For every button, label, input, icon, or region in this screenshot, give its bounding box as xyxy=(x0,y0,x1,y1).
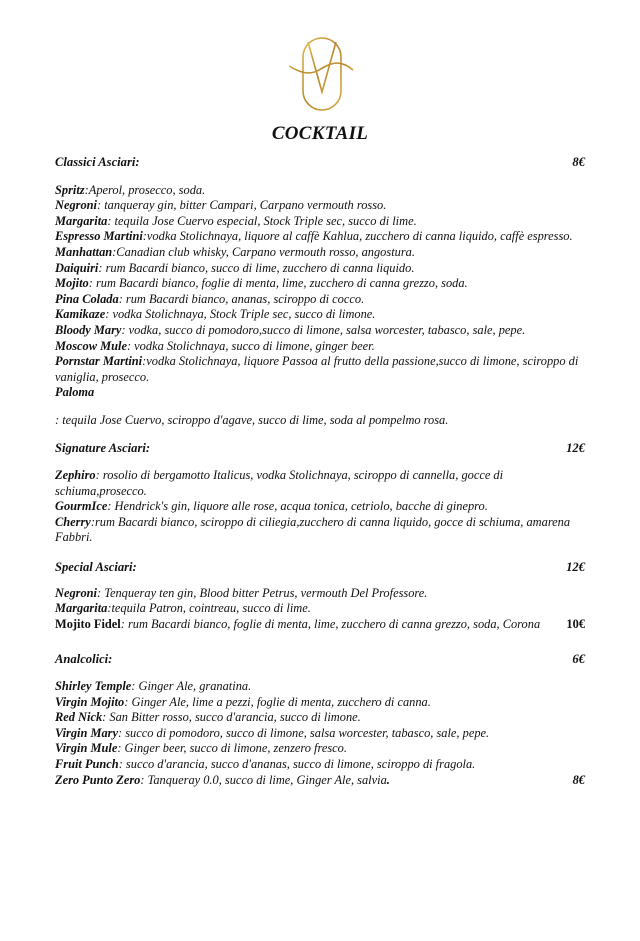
menu-item-description: : Tanqueray 0.0, succo di lime, Ginger Ale, salvia xyxy=(140,772,387,787)
menu-item-text xyxy=(55,586,427,600)
menu-item-name: Virgin Mojito xyxy=(55,694,125,709)
menu-item-description: :Aperol, prosecco, soda. xyxy=(84,182,206,197)
menu-item xyxy=(55,726,585,742)
menu-item-name: Negroni xyxy=(55,585,97,600)
menu-item xyxy=(55,245,585,261)
menu-item-name: Cherry xyxy=(55,514,91,529)
section-signature xyxy=(55,441,585,547)
menu-item-description: : vodka Stolichnaya, succo di limone, ginger beer. xyxy=(126,338,375,353)
menu-item-text xyxy=(55,292,364,306)
menu-item-text xyxy=(55,245,415,259)
menu-item xyxy=(55,468,585,499)
menu-item xyxy=(55,292,585,308)
menu-item-text xyxy=(55,276,468,290)
menu-item-text xyxy=(55,229,573,243)
section-price: 8€ xyxy=(572,155,585,169)
menu-item-name: Zephiro xyxy=(55,468,96,483)
section-price: 12€ xyxy=(566,560,585,575)
menu-item-text xyxy=(55,323,525,337)
menu-item-name: Virgin Mule xyxy=(55,741,118,756)
menu-item-name: Mojito xyxy=(55,276,89,291)
menu-item-text xyxy=(55,183,205,197)
menu-item-text xyxy=(55,726,489,740)
menu-item xyxy=(55,214,585,230)
menu-item xyxy=(55,601,585,617)
menu-item-text xyxy=(55,468,503,498)
menu-item xyxy=(55,354,585,385)
menu-item-name: GourmIce xyxy=(55,499,108,514)
section-heading: Signature Asciari: xyxy=(55,440,151,455)
menu-item-description: : vodka Stolichnaya, Stock Triple sec, succo di limone. xyxy=(105,307,376,322)
page-title: COCKTAIL xyxy=(271,123,369,144)
menu-item-description: : Hendrick's gin, liquore alle rose, acqua tonica, cetriolo, bacche di ginepro. xyxy=(107,499,488,514)
menu-item-name: Moscow Mule xyxy=(55,338,127,353)
menu-item-description: : Ginger beer, succo di limone, zenzero fresco. xyxy=(117,741,347,756)
menu-item xyxy=(55,499,585,515)
menu-item xyxy=(55,229,585,245)
menu-item xyxy=(55,276,585,292)
section-special xyxy=(55,560,585,632)
logo-icon xyxy=(289,36,355,112)
menu-item-description: :tequila Patron, cointreau, succo di lime. xyxy=(107,601,311,616)
menu-item-description: : rum Bacardi bianco, ananas, sciroppo di cocco. xyxy=(118,291,365,306)
menu-item-name: Shirley Temple xyxy=(55,679,132,694)
menu-item-description: : rosolio di bergamotto Italicus, vodka Stolichnaya, sciroppo di cannella, gocce di schiuma,prosecco. xyxy=(55,468,504,498)
menu-item-name: Bloody Mary xyxy=(55,322,122,337)
menu-item xyxy=(55,307,585,323)
menu-item xyxy=(55,586,585,602)
menu-item-name: Manhattan xyxy=(55,244,113,259)
menu-item xyxy=(55,741,585,757)
menu-item-description: : rum Bacardi bianco, succo di lime, zucchero di canna liquido. xyxy=(98,260,415,275)
menu-item xyxy=(55,757,585,773)
menu-item-description: :Canadian club whisky, Carpano vermouth rosso, angostura. xyxy=(112,244,415,259)
menu-item-description: : rum Bacardi bianco, foglie di menta, lime, zucchero di canna grezzo, soda. xyxy=(88,276,468,291)
menu-item-text xyxy=(55,385,94,399)
menu-item-text xyxy=(55,695,431,709)
menu-item-text xyxy=(55,617,540,633)
menu-item-name: Spritz xyxy=(55,182,85,197)
section-classici xyxy=(55,155,585,429)
menu-item-description: : San Bitter rosso, succo d'arancia, succo di limone. xyxy=(102,710,361,725)
menu-item-name: Virgin Mary xyxy=(55,725,119,740)
menu-item-name: Kamikaze xyxy=(55,307,106,322)
section-price: 12€ xyxy=(566,440,585,455)
menu-item xyxy=(55,339,585,355)
menu-item-text xyxy=(55,214,417,228)
menu-item-text xyxy=(55,499,488,513)
section-heading: Analcolici: xyxy=(55,652,113,667)
menu-item-description: : Ginger Ale, granatina. xyxy=(131,679,252,694)
menu-item-name: Negroni xyxy=(55,198,97,213)
menu-item-text xyxy=(55,757,475,771)
menu-item-description: : succo d'arancia, succo d'ananas, succo di limone, sciroppo di fragola. xyxy=(118,757,476,771)
menu-item-name: Margarita xyxy=(55,601,108,616)
menu-item-name: Espresso Martini xyxy=(55,229,143,244)
menu-item xyxy=(55,323,585,339)
menu-item xyxy=(55,773,585,789)
menu-item xyxy=(55,385,585,401)
menu-item-text xyxy=(55,339,375,353)
menu-item-text xyxy=(55,741,347,755)
menu-item-text xyxy=(55,773,390,789)
menu-item-text xyxy=(55,679,251,693)
menu-item-text xyxy=(55,601,311,615)
menu-item-end: . xyxy=(386,772,390,787)
menu-item-text xyxy=(55,307,375,321)
menu-item-description: :rum Bacardi bianco, sciroppo di ciliegia,zucchero di canna liquido, gocce di schiuma, amarena Fabbri. xyxy=(55,514,571,545)
menu-item-description: : Tenqueray ten gin, Blood bitter Petrus, vermouth Del Professore. xyxy=(97,585,428,600)
section-price: 6€ xyxy=(572,652,585,667)
section-heading: Classici Asciari: xyxy=(55,155,140,169)
menu-item-name: Zero Punto Zero xyxy=(55,772,141,787)
menu-item-description: : vodka, succo di pomodoro,succo di limone, salsa worcester, tabasco, sale, pepe. xyxy=(121,322,526,337)
menu-content xyxy=(0,146,640,828)
menu-item-description: : rum Bacardi bianco, foglie di menta, lime, zucchero di canna grezzo, soda, Corona xyxy=(120,616,541,631)
menu-item-name: Margarita xyxy=(55,213,108,228)
section-heading: Special Asciari: xyxy=(55,560,137,575)
menu-item xyxy=(55,695,585,711)
menu-item-text xyxy=(55,710,361,724)
menu-item-price: 10€ xyxy=(566,616,585,631)
menu-item-description: : tanqueray gin, bitter Campari, Carpano vermouth rosso. xyxy=(97,198,387,213)
menu-item-text xyxy=(55,354,578,384)
paloma-description: : tequila Jose Cuervo, sciroppo d'agave, succo di lime, soda al pompelmo rosa. xyxy=(55,412,449,427)
menu-item-text xyxy=(55,261,414,275)
menu-item-description: : Ginger Ale, lime a pezzi, foglie di menta, zucchero di canna. xyxy=(124,694,431,709)
menu-item-description: :vodka Stolichnaya, liquore Passoa al frutto della passione,succo di limone, sciroppo di vaniglia, prosecco. xyxy=(55,354,579,384)
section-analcolici xyxy=(55,652,585,788)
menu-item xyxy=(55,617,585,633)
menu-item-name: Pornstar Martini xyxy=(55,354,143,369)
menu-item-name: Pina Colada xyxy=(55,291,119,306)
menu-item xyxy=(55,198,585,214)
menu-item-description: : tequila Jose Cuervo especial, Stock Triple sec, succo di lime. xyxy=(107,213,417,228)
menu-item-description: :vodka Stolichnaya, liquore al caffè Kahlua, zucchero di canna liquido, caffè espresso. xyxy=(142,229,573,244)
menu-item-name: Mojito Fidel xyxy=(55,616,121,631)
menu-item xyxy=(55,261,585,277)
menu-item-description: : succo di pomodoro, succo di limone, salsa worcester, tabasco, sale, pepe. xyxy=(118,725,490,740)
menu-item-text xyxy=(55,515,570,545)
menu-item xyxy=(55,515,585,546)
menu-item-name: Fruit Punch xyxy=(55,757,119,771)
menu-item xyxy=(55,679,585,695)
menu-item-price: 8€ xyxy=(572,772,585,787)
menu-item-text xyxy=(55,198,386,212)
menu-item xyxy=(55,183,585,199)
menu-item-name: Paloma xyxy=(55,385,95,400)
menu-item xyxy=(55,710,585,726)
menu-item-name: Daiquiri xyxy=(55,260,99,275)
menu-item-name: Red Nick xyxy=(55,710,103,725)
